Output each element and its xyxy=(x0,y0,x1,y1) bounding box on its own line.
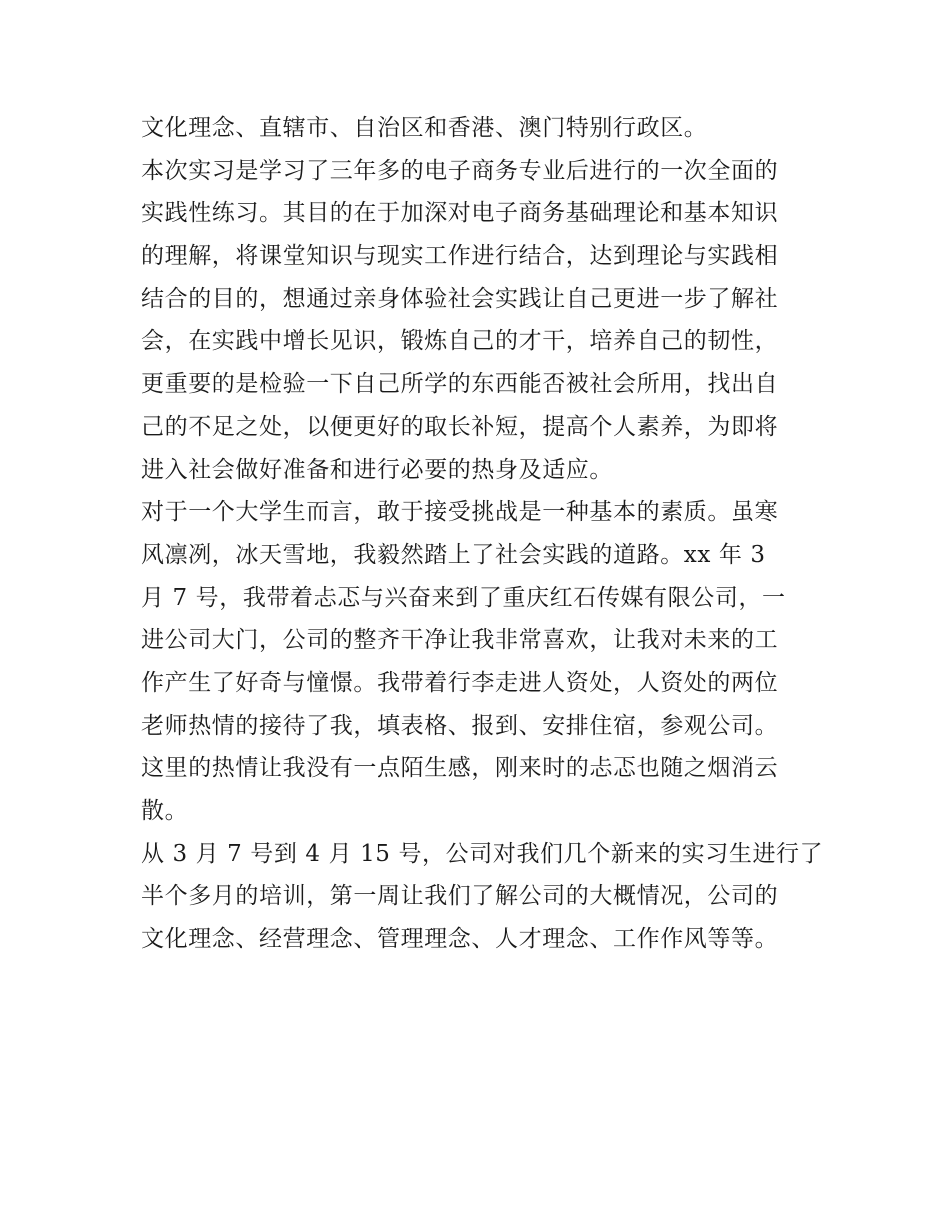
body-text xyxy=(141,107,824,961)
text-line: 进入社会做好准备和进行必要的热身及适应。 xyxy=(141,456,613,483)
text-line: 己的不足之处，以便更好的取长补短，提高个人素养，为即将 xyxy=(141,413,779,440)
text-line: 这里的热情让我没有一点陌生感，刚来时的忐忑也随之烟消云 xyxy=(141,755,779,782)
text-line: 文化理念、经营理念、管理理念、人才理念、工作作风等等。 xyxy=(141,926,779,953)
text-line: 风凛冽，冰天雪地，我毅然踏上了社会实践的道路。xx 年 3 xyxy=(141,541,766,568)
text-line: 月 7 号，我带着忐忑与兴奋来到了重庆红石传媒有限公司，一 xyxy=(141,584,786,611)
text-line: 散。 xyxy=(141,798,189,824)
text-line: 从 3 月 7 号到 4 月 15 号，公司对我们几个新来的实习生进行了 xyxy=(141,840,824,867)
text-line: 半个多月的培训，第一周让我们了解公司的大概情况，公司的 xyxy=(141,883,779,910)
text-line: 的理解，将课堂知识与现实工作进行结合，达到理论与实践相 xyxy=(141,243,779,270)
text-line: 本次实习是学习了三年多的电子商务专业后进行的一次全面的 xyxy=(141,157,779,184)
text-line: 作产生了好奇与憧憬。我带着行李走进人资处，人资处的两位 xyxy=(141,669,779,696)
text-line: 更重要的是检验一下自己所学的东西能否被社会所用，找出自 xyxy=(141,371,779,398)
text-line: 结合的目的，想通过亲身体验社会实践让自己更进一步了解社 xyxy=(141,285,779,312)
text-line: 老师热情的接待了我，填表格、报到、安排住宿，参观公司。 xyxy=(141,712,779,739)
text-line: 对于一个大学生而言，敢于接受挑战是一种基本的素质。虽寒 xyxy=(141,499,779,526)
text-line: 文化理念、直辖市、自治区和香港、澳门特别行政区。 xyxy=(141,115,708,141)
text-line: 进公司大门，公司的整齐干净让我非常喜欢，让我对未来的工 xyxy=(141,627,779,654)
text-line: 会，在实践中增长见识，锻炼自己的才干，培养自己的韧性， xyxy=(141,328,779,355)
text-line: 实践性练习。其目的在于加深对电子商务基础理论和基本知识 xyxy=(141,200,779,227)
